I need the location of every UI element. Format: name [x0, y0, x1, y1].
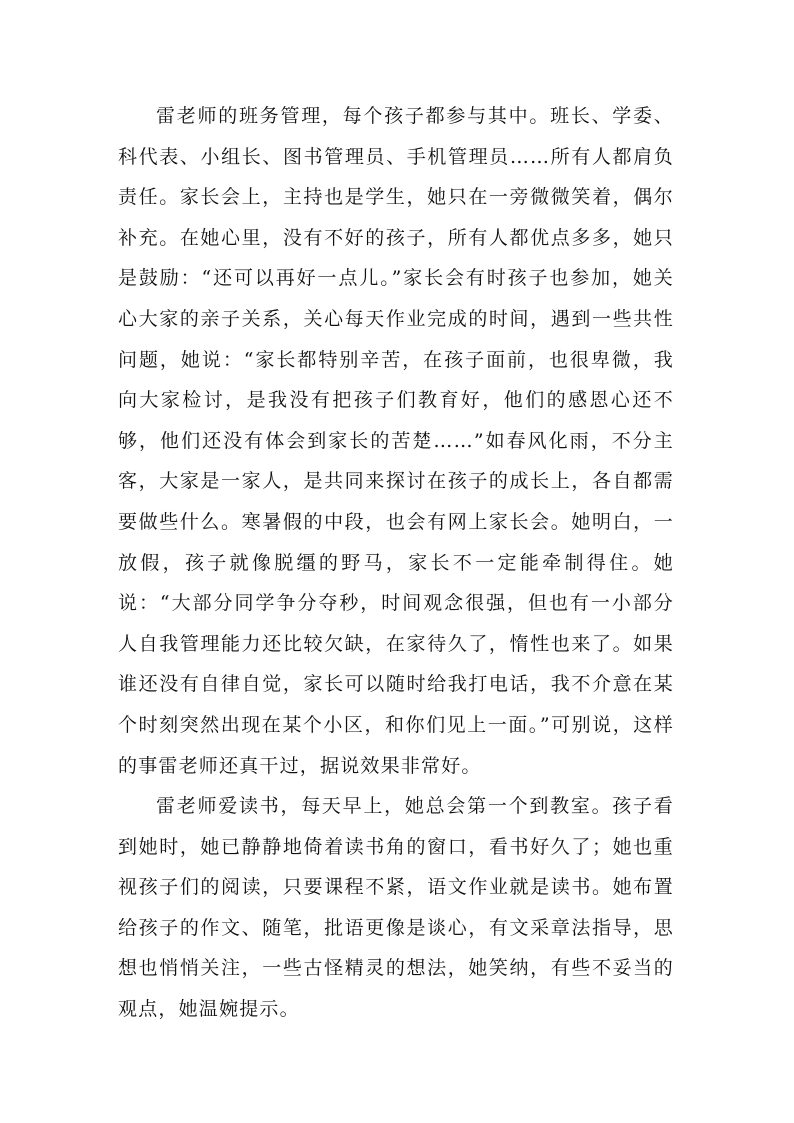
paragraph-class-management: 雷老师的班务管理，每个孩子都参与其中。班长、学委、科代表、小组长、图书管理员、手机管理员……所有人都肩负责任。家长会上，主持也是学生，她只在一旁微微笑着，偶尔补充。在她心里，没有不好的孩子，所有人都优点多多，她只是鼓励：“还可以再好一点儿。”家长会有时孩子也参加，她关心大家的亲子关系，关心每天作业完成的时间，遇到一些共性问题，她说：“家长都特别辛苦，在孩子面前，也很卑微，我向大家检讨，是我没有把孩子们教育好，他们的感恩心还不够，他们还没有体会到家长的苦楚……”如春风化雨，不分主客，大家是一家人，是共同来探讨在孩子的成长上，各自都需要做些什么。寒暑假的中段，也会有网上家长会。她明白，一放假，孩子就像脱缰的野马，家长不一定能牵制得住。她说：“大部分同学争分夺秒，时间观念很强，但也有一小部分人自我管理能力还比较欠缺，在家待久了，惰性也来了。如果谁还没有自律自觉，家长可以随时给我打电话，我不介意在某个时刻突然出现在某个小区，和你们见上一面。”可别说，这样的事雷老师还真干过，据说效果非常好。	[118, 105, 674, 777]
article-body	[118, 96, 674, 1030]
paragraph-reading: 雷老师爱读书，每天早上，她总会第一个到教室。孩子看到她时，她已静静地倚着读书角的窗口，看书好久了；她也重视孩子们的阅读，只要课程不紧，语文作业就是读书。她布置给孩子的作文、随笔，批语更像是谈心，有文采章法指导，思想也悄悄关注，一些古怪精灵的想法，她笑纳，有些不妥当的观点，她温婉提示。	[118, 795, 674, 1021]
